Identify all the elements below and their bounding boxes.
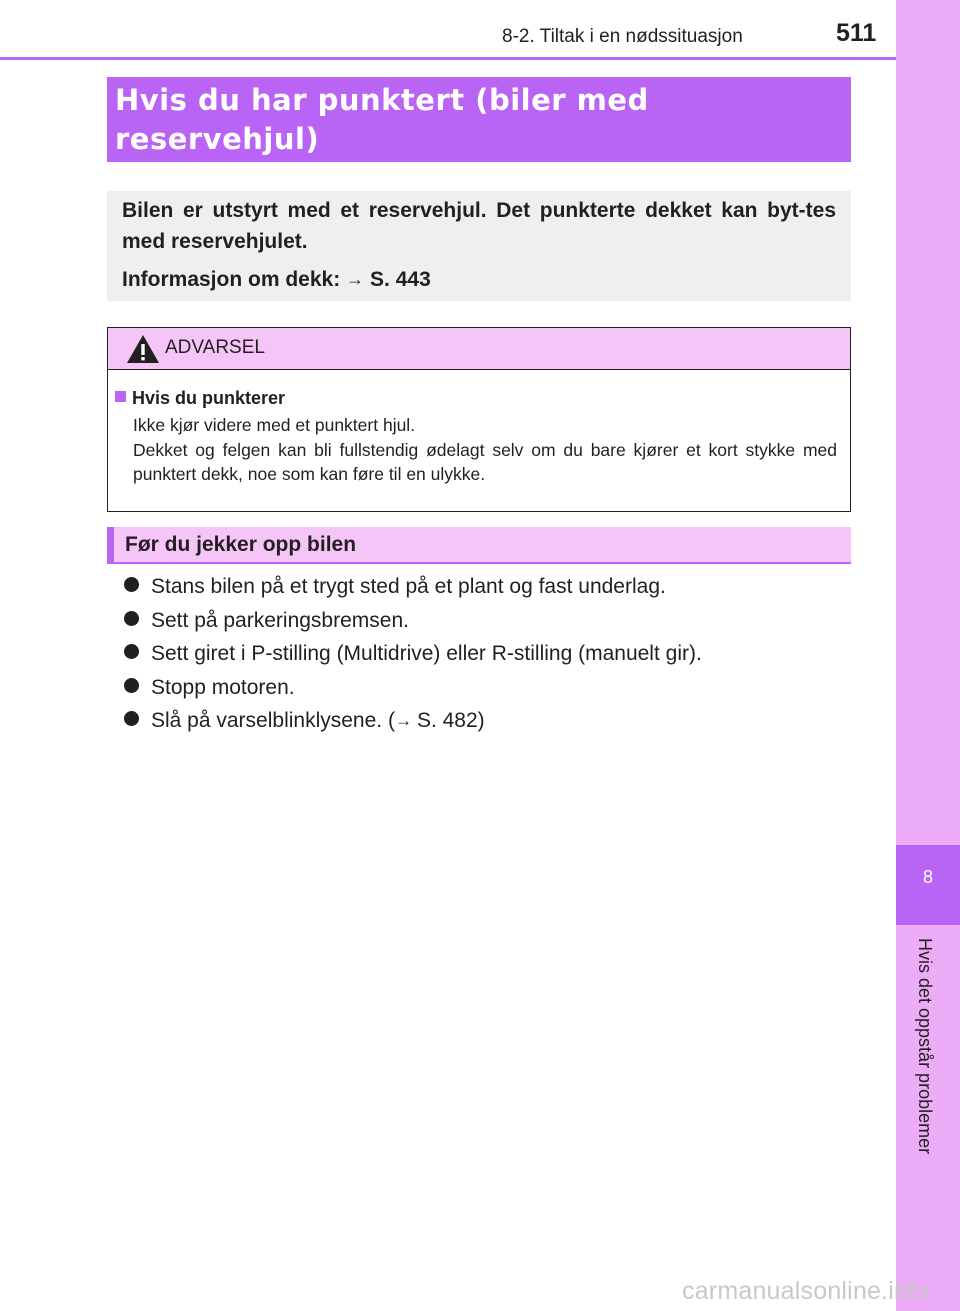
- warning-line-2: Dekket og felgen kan bli fullstendig ødelagt selv om du bare kjører et kort stykke med punktert dekk, noe som kan føre til en ulykke.: [133, 439, 837, 484]
- bullet-dot-icon: [124, 611, 139, 626]
- bullet-dot-icon: [124, 644, 139, 659]
- warning-line-1: Ikke kjør videre med et punktert hjul.: [133, 415, 416, 435]
- watermark: carmanualsonline.info: [682, 1277, 930, 1305]
- list-item: Slå på varselblinklysene. (→ S. 482): [124, 704, 702, 738]
- title-band: [107, 77, 851, 162]
- section-label: 8-2. Tiltak i en nødssituasjon: [502, 26, 743, 47]
- section-heading-text: Før du jekker opp bilen: [125, 533, 357, 556]
- square-bullet-icon: [115, 391, 126, 402]
- intro-box: [107, 191, 851, 301]
- hazard-ref-link[interactable]: S. 482): [416, 709, 485, 732]
- warning-label: ADVARSEL: [165, 337, 265, 358]
- warning-subheading-text: Hvis du punkterer: [132, 388, 286, 408]
- intro-ref-label: Informasjon om dekk:: [122, 268, 347, 291]
- bullet-dot-icon: [124, 711, 139, 726]
- warning-box: [107, 327, 851, 512]
- warning-header: [108, 328, 850, 370]
- chapter-number: 8: [922, 867, 933, 887]
- warning-subheading: [115, 386, 837, 410]
- intro-ref-page[interactable]: S. 443: [370, 268, 431, 291]
- arrow-right-icon: →: [346, 269, 365, 289]
- warning-body: [115, 386, 837, 487]
- header-divider: [0, 57, 896, 60]
- bullet-dot-icon: [124, 678, 139, 693]
- intro-text: Bilen er utstyrt med et reservehjul. Det punkterte dekket kan byt-tes med reservehjulet.: [122, 199, 836, 253]
- section-heading: [107, 527, 851, 564]
- chapter-title: Hvis det oppstår problemer: [915, 938, 935, 1155]
- page-title-line-1: Hvis du har punktert (biler med: [115, 83, 649, 117]
- list-item: Stopp motoren.: [124, 671, 702, 705]
- bullet-dot-icon: [124, 577, 139, 592]
- chapter-tab[interactable]: [896, 845, 960, 925]
- list-item: Stans bilen på et trygt sted på et plant og fast underlag.: [124, 570, 702, 604]
- warning-triangle-icon: [126, 334, 160, 364]
- list-item: Sett på parkeringsbremsen.: [124, 604, 702, 638]
- arrow-right-icon: →: [394, 711, 412, 730]
- page-number: 511: [836, 19, 877, 47]
- list-item: Sett giret i P-stilling (Multidrive) eller R-stilling (manuelt gir).: [124, 637, 702, 671]
- intro-reference: [122, 264, 836, 295]
- step-list: [124, 570, 702, 738]
- page-title-line-2: reservehjul): [115, 122, 320, 156]
